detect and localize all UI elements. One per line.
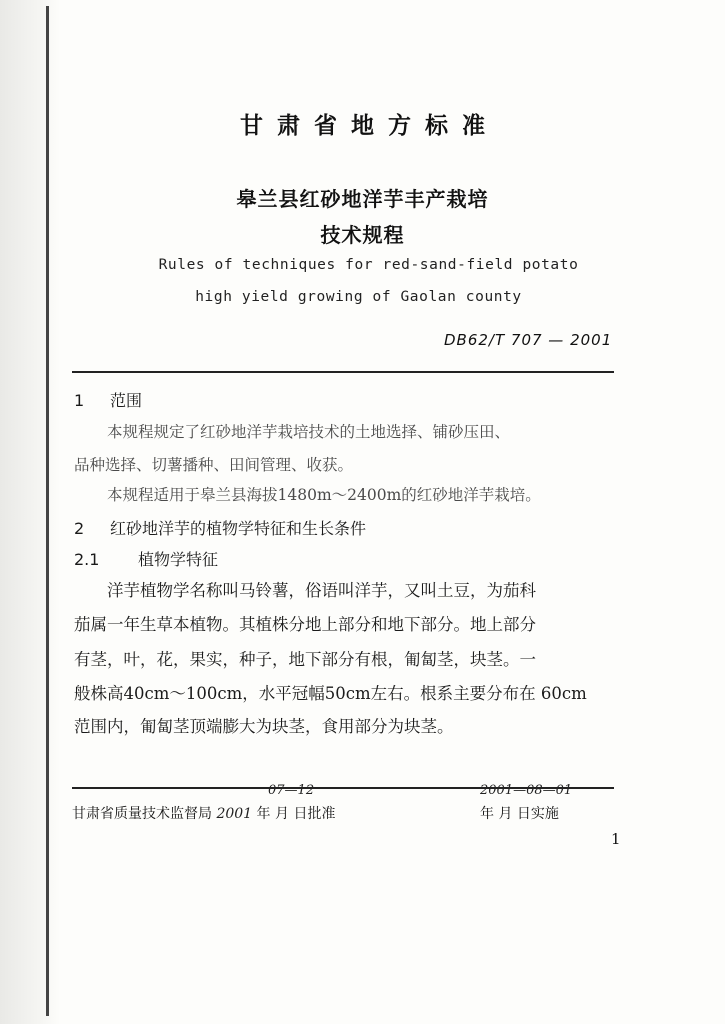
section-2-title: 红砂地洋芋的植物学特征和生长条件 <box>110 519 367 538</box>
title-en-line2: high yield growing of Gaolan county <box>195 289 522 305</box>
title-cn-line2: 技术规程 <box>320 223 405 247</box>
section-2-1-line1: 洋芋植物学名称叫马铃薯，俗语叫洋芋，又叫土豆，为茄科 <box>107 581 536 600</box>
header-rule <box>72 371 614 373</box>
page-number: 1 <box>611 830 621 848</box>
title-cn-line1: 皋兰县红砂地洋芋丰产栽培 <box>236 187 489 211</box>
approval-authority: 甘肃省质量技术监督局 <box>72 806 212 822</box>
title-en-line1: Rules of techniques for red-sand-field potato <box>158 257 579 273</box>
approval-year-handwritten: 2001 <box>216 806 253 822</box>
approval-date-label: 年 月 日批准 <box>256 806 336 822</box>
section-2-1-line5: 范围内，匍匐茎顶端膨大为块茎，食用部分为块茎。 <box>74 717 454 736</box>
section-1-para2: 本规程适用于皋兰县海拔1480m～2400m的红砂地洋芋栽培。 <box>107 486 541 504</box>
section-1-para1-line2: 品种选择、切薯播种、田间管理、收获。 <box>74 456 354 474</box>
section-2-1-line3: 有茎，叶，花，果实，种子，地下部分有根，匍匐茎，块茎。一 <box>74 650 536 669</box>
section-2-1-heading <box>74 547 218 570</box>
section-2-1-number: 2.1 <box>74 550 100 569</box>
section-1-para1-line1: 本规程规定了红砂地洋芋栽培技术的土地选择、铺砂压田、 <box>107 423 511 441</box>
section-2-1-title: 植物学特征 <box>138 550 219 569</box>
implementation-date-handwritten: 2001—08—01 <box>480 783 573 798</box>
section-2-1-line2: 茄属一年生草本植物。其植株分地上部分和地下部分。地上部分 <box>74 615 536 634</box>
section-2-heading <box>74 516 366 539</box>
standard-code: DB62/T 707 — 2001 <box>444 331 613 349</box>
section-1-number: 1 <box>74 391 85 410</box>
section-1-title: 范围 <box>110 391 143 410</box>
section-2-number: 2 <box>74 519 85 538</box>
approval-line <box>72 803 335 823</box>
section-1-heading <box>74 388 142 411</box>
approval-date-handwritten: 07—12 <box>268 783 315 798</box>
section-2-1-line4: 般株高40cm～100cm，水平冠幅50cm左右。根系主要分布在 60cm <box>74 684 587 703</box>
binding-edge-line <box>46 6 49 1016</box>
implementation-line <box>480 803 559 823</box>
binding-shadow <box>0 0 60 1024</box>
standard-type-header: 甘肃省地方标准 <box>240 113 499 139</box>
implementation-date-label: 年 月 日实施 <box>480 806 559 822</box>
